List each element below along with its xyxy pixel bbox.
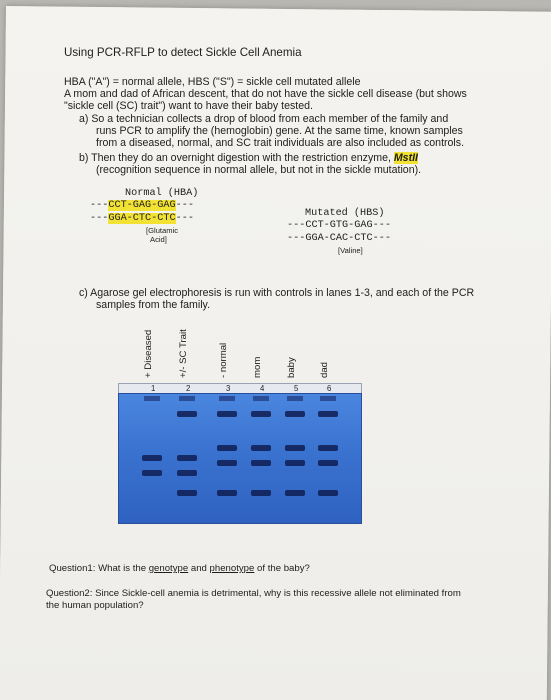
gel-band bbox=[251, 490, 271, 496]
enzyme-name: MstII bbox=[393, 152, 418, 164]
gel-band bbox=[177, 490, 197, 496]
question-1-prefix: Question1: What is the bbox=[49, 563, 149, 574]
lane-label-4: mom bbox=[252, 356, 263, 378]
item-b-line-2: (recognition sequence in normal allele, but not in the sickle mutation). bbox=[96, 164, 422, 176]
gel-well-6 bbox=[320, 396, 336, 401]
mutated-heading: Mutated (HBS) bbox=[305, 208, 385, 219]
mutated-bottom-strand: ---GGA-CAC-CTC--- bbox=[287, 233, 391, 244]
lane-number-2: 2 bbox=[186, 384, 191, 393]
phenotype-term: phenotype bbox=[209, 563, 255, 574]
gel-band bbox=[177, 411, 197, 417]
gel-band bbox=[318, 445, 338, 451]
lane-number-3: 3 bbox=[226, 384, 231, 393]
normal-note-line-1: [Glutamic bbox=[146, 226, 179, 235]
gel-band bbox=[318, 460, 338, 466]
gel-band bbox=[285, 411, 305, 417]
gel-well-3 bbox=[219, 396, 235, 401]
gel-band bbox=[251, 460, 271, 466]
normal-bottom-prefix: --- bbox=[90, 213, 109, 224]
gel-band bbox=[251, 411, 271, 417]
genotype-term: genotype bbox=[148, 563, 189, 574]
normal-bottom-suffix: --- bbox=[175, 213, 194, 224]
item-c-line-2: samples from the family. bbox=[96, 299, 211, 311]
intro-line-1: HBA ("A") = normal allele, HBS ("S") = sickle cell mutated allele bbox=[64, 76, 361, 88]
gel-band bbox=[142, 470, 162, 476]
normal-note-line-2: Acid] bbox=[150, 235, 167, 244]
lane-label-2: +/- SC Trait bbox=[178, 329, 189, 378]
lane-number-1: 1 bbox=[151, 384, 156, 393]
gel-band bbox=[177, 455, 197, 461]
normal-heading: Normal (HBA) bbox=[125, 188, 199, 199]
gel-band bbox=[217, 445, 237, 451]
normal-bottom-strand bbox=[90, 213, 194, 225]
gel-band bbox=[318, 411, 338, 417]
gel-well-4 bbox=[253, 396, 269, 401]
gel-band bbox=[142, 455, 162, 461]
item-a-line-2: runs PCR to amplify the (hemoglobin) gene. At the same time, known samples bbox=[96, 125, 463, 137]
gel-band bbox=[217, 411, 237, 417]
gel-band bbox=[285, 490, 305, 496]
normal-top-highlight: CCT-GAG-GAG bbox=[108, 200, 176, 211]
lane-number-5: 5 bbox=[294, 384, 299, 393]
question-1-middle: and bbox=[188, 563, 210, 574]
lane-label-5: baby bbox=[286, 357, 297, 378]
gel-well-5 bbox=[287, 396, 303, 401]
intro-line-2: A mom and dad of African descent, that do not have the sickle cell disease (but shows bbox=[64, 88, 467, 100]
item-b-line-1 bbox=[79, 152, 418, 164]
question-1 bbox=[49, 563, 310, 575]
lane-label-6: dad bbox=[319, 361, 330, 378]
gel-band bbox=[285, 460, 305, 466]
gel-band bbox=[318, 490, 338, 496]
gel-band bbox=[251, 445, 271, 451]
normal-top-suffix: --- bbox=[175, 200, 194, 211]
question-1-suffix: of the baby? bbox=[254, 563, 310, 574]
mutated-note: [Valine] bbox=[338, 246, 363, 255]
normal-top-strand bbox=[90, 200, 194, 212]
gel-band bbox=[217, 490, 237, 496]
gel-band bbox=[217, 460, 237, 466]
question-2-line-1: Question2: Since Sickle-cell anemia is detrimental, why is this recessive allele not eliminated from bbox=[46, 588, 461, 599]
page-title: Using PCR-RFLP to detect Sickle Cell Anemia bbox=[64, 46, 302, 59]
item-a-line-3: from a diseased, normal, and SC trait individuals are also included as controls. bbox=[96, 137, 465, 149]
item-c-line-1: c) Agarose gel electrophoresis is run with controls in lanes 1-3, and each of the PCR bbox=[79, 287, 475, 299]
question-2-line-2: the human population? bbox=[46, 600, 144, 611]
gel-band bbox=[177, 470, 197, 476]
gel-band bbox=[285, 445, 305, 451]
lane-number-6: 6 bbox=[327, 384, 332, 393]
gel-well-1 bbox=[144, 396, 160, 401]
lane-label-3: - normal bbox=[218, 342, 229, 378]
item-b-text: b) Then they do an overnight digestion with the restriction enzyme, bbox=[79, 152, 391, 164]
lane-label-1: + Diseased bbox=[143, 329, 154, 378]
mutated-top-strand: ---CCT-GTG-GAG--- bbox=[287, 220, 391, 231]
gel-well-2 bbox=[179, 396, 195, 401]
lane-number-4: 4 bbox=[260, 384, 265, 393]
normal-top-prefix: --- bbox=[90, 200, 109, 211]
item-a-line-1: a) So a technician collects a drop of blood from each member of the family and bbox=[79, 113, 449, 125]
intro-line-3: "sickle cell (SC) trait") want to have their baby tested. bbox=[64, 100, 313, 112]
normal-bottom-highlight: GGA-CTC-CTC bbox=[108, 213, 176, 224]
